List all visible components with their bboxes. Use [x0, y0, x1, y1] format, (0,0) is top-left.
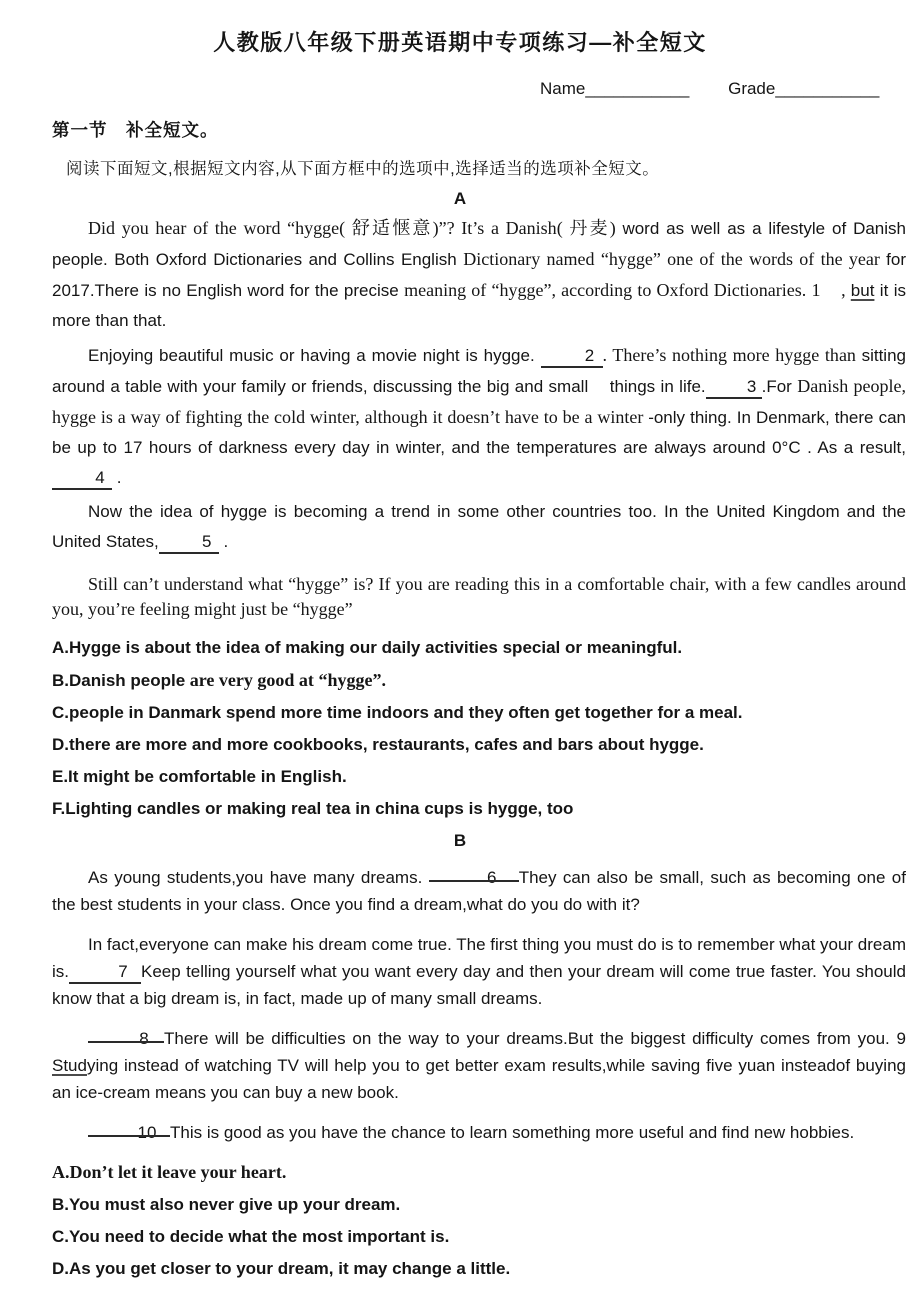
passage-b-options: [52, 1162, 906, 1279]
answer-blank-4[interactable]: 4: [52, 468, 112, 490]
name-grade-row: [540, 79, 920, 99]
option-item: [52, 703, 906, 723]
text-segment: A.Don’t let it leave your heart.: [52, 1162, 287, 1182]
text-segment: . There’s nothing more hygge than: [602, 345, 862, 365]
paragraph: [52, 213, 906, 336]
text-segment: This is good as you have the chance to learn something more useful and find new hobbies.: [170, 1123, 855, 1142]
option-item: [52, 799, 906, 819]
option-item: [52, 1227, 906, 1247]
text-segment: -only thing. In Denmark, there can be up to 17 hours of darkness every day in winter, and the temperatures are always around 0°C . As a result,: [52, 408, 906, 457]
passage-a-label: A: [453, 189, 467, 208]
answer-blank-5[interactable]: 5: [159, 532, 219, 554]
answer-blank-6[interactable]: 6: [429, 868, 519, 888]
text-segment: As young students,you have many dreams.: [88, 868, 429, 887]
text-segment: Still can’t understand what “hygge” is? If you are reading this in a comfortable chair, with a few candles around you, you’re feeling might just be “hygge”: [52, 574, 906, 619]
text-segment: sitting around a table with your family or friends, discussing the big and small things in life.: [52, 346, 906, 396]
text-segment: Danish people, hygge is a way of fighting the cold winter, although it doesn’t have to be a winter: [52, 376, 906, 427]
instruction-text: 阅读下面短文,根据短文内容,从下面方框中的选项中,选择适当的选项补全短文。: [66, 160, 660, 178]
text-segment: B.You must also never give up your dream.: [52, 1195, 401, 1214]
text-segment: D.there are more and more cookbooks, restaurants, cafes and bars about hygge.: [52, 735, 704, 754]
answer-blank-8[interactable]: 8: [88, 1029, 164, 1049]
text-segment: B.Danish people: [52, 671, 186, 690]
paragraph: [52, 340, 906, 493]
text-segment: Stud: [52, 1056, 87, 1075]
passage-a-options: [52, 638, 906, 819]
text-segment: it is more than that.: [52, 281, 906, 330]
text-segment: Dictionary named “hygge” one of the words of the year: [463, 249, 887, 269]
paragraph: [52, 1025, 906, 1106]
text-segment: C.You need to decide what the most important is.: [52, 1227, 450, 1246]
option-item: [52, 1259, 906, 1279]
name-field[interactable]: Name___________: [540, 79, 690, 98]
text-segment: There will be difficulties on the way to your dreams.But the biggest difficulty comes from you. 9: [164, 1029, 906, 1048]
text-segment: .: [218, 532, 229, 551]
text-segment: F.Lighting candles or making real tea in china cups is hygge, too: [52, 799, 574, 818]
option-item: [52, 638, 906, 658]
text-segment: In fact,everyone can make his dream come true. The first thing you must do is to remember what your dream is.: [52, 935, 906, 981]
text-segment: Did you hear of the word “hygge( 舒适惬意)”? It’s a Danish( 丹麦): [88, 218, 623, 238]
answer-blank-3[interactable]: 3: [706, 377, 762, 399]
text-segment: They can also be small, such as becoming one of the best students in your class. Once you find a dream,what do you do with it?: [52, 868, 906, 914]
text-segment: ying instead of watching TV will help you to get better exam results,while saving five yuan insteadof buying an ice-cream means you can buy a new book.: [52, 1056, 906, 1102]
text-segment: .: [112, 468, 122, 487]
paragraph: [52, 572, 906, 622]
text-segment: D.As you get closer to your dream, it may change a little.: [52, 1259, 511, 1278]
text-segment: Enjoying beautiful music or having a movie night is hygge.: [88, 346, 541, 365]
text-segment: .For: [761, 377, 798, 396]
passage-b-label: B: [453, 831, 467, 850]
page-title: 人教版八年级下册英语期中专项练习—补全短文: [213, 30, 707, 55]
text-segment: Now the idea of hygge is becoming a trend in some other countries too. In the United Kingdom and the United States,: [52, 502, 906, 551]
passage-a-body: [52, 213, 906, 622]
passage-b-body: [52, 864, 906, 1146]
text-segment: meaning of “hygge”, according to Oxford Dictionaries. 1 ,: [404, 280, 851, 300]
option-item: [52, 1162, 906, 1183]
option-item: [52, 670, 906, 691]
paragraph: [52, 497, 906, 557]
text-segment: but: [850, 281, 875, 300]
paragraph: [52, 864, 906, 918]
paragraph: [52, 931, 906, 1012]
grade-field[interactable]: Grade___________: [728, 79, 880, 98]
option-item: [52, 1195, 906, 1215]
text-segment: C.people in Danmark spend more time indoors and they often get together for a meal.: [52, 703, 743, 722]
text-segment: for 2017.There is no English word for the precise: [52, 250, 906, 300]
answer-blank-10[interactable]: 10: [88, 1123, 170, 1143]
text-segment: A.Hygge is about the idea of making our daily activities special or meaningful.: [52, 638, 683, 657]
passage-b: [0, 831, 920, 1279]
text-segment: word as well as a lifestyle of Danish people. Both Oxford Dictionaries and Collins English: [52, 219, 906, 269]
text-segment: E.It might be comfortable in English.: [52, 767, 347, 786]
option-item: [52, 767, 906, 787]
answer-blank-7[interactable]: 7: [69, 962, 141, 984]
option-item: [52, 735, 906, 755]
text-segment: are very good at “hygge”.: [185, 670, 386, 690]
text-segment: Keep telling yourself what you want every day and then your dream will come true faster. You should know that a big dream is, in fact, made up of many small dreams.: [52, 962, 906, 1008]
paragraph: [52, 1119, 906, 1146]
section-heading: 第一节 补全短文。: [52, 120, 219, 140]
answer-blank-2[interactable]: 2: [541, 346, 603, 368]
passage-a: [0, 189, 920, 819]
